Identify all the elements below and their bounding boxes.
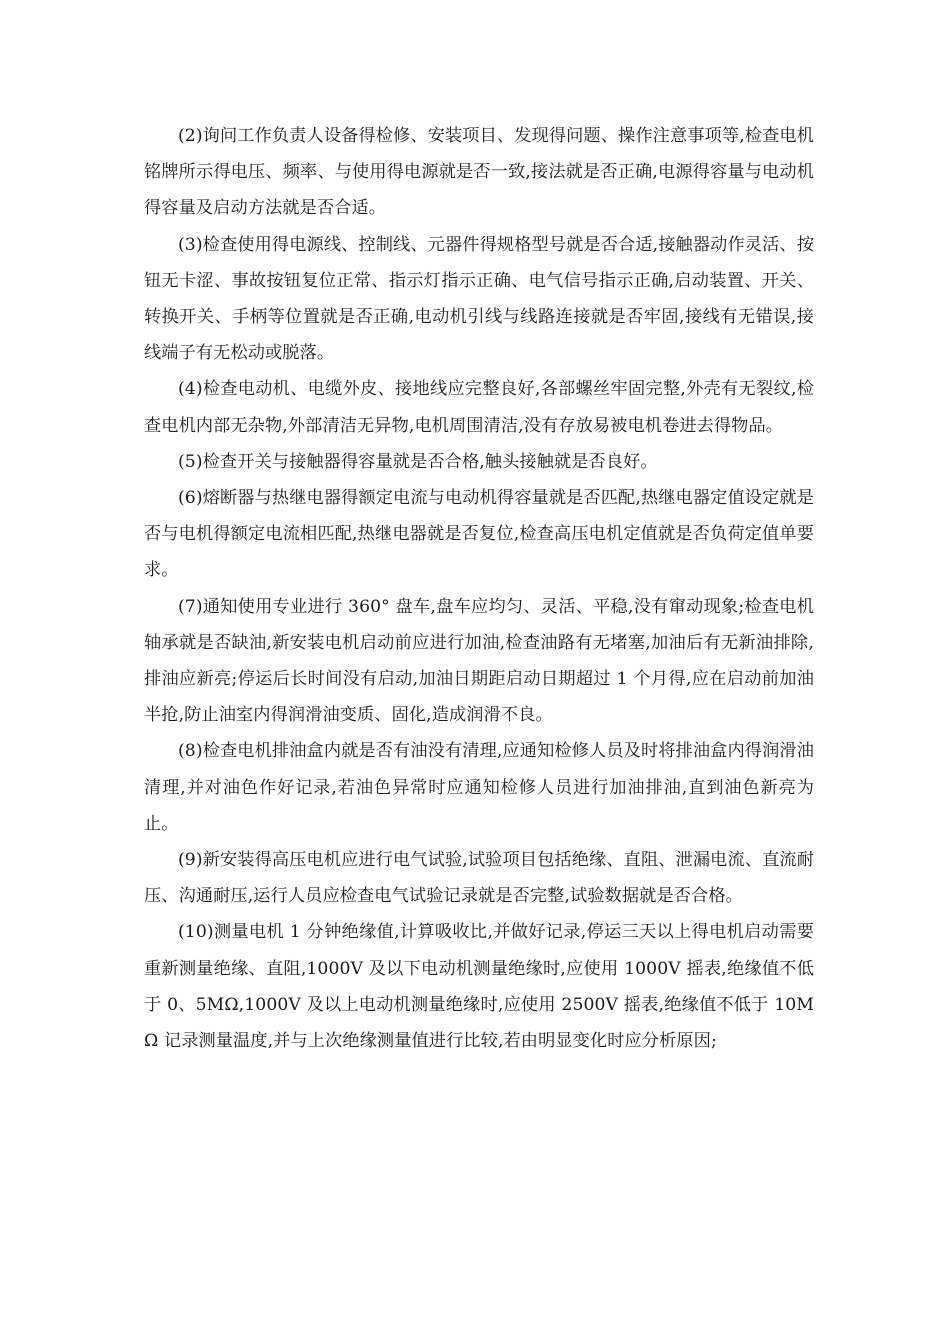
paragraph-item-7: (7)通知使用专业进行 360° 盘车,盘车应均匀、灵活、平稳,没有窜动现象;检查电机轴承就是否缺油,新安装电机启动前应进行加油,检查油路有无堵塞,加油后有无新油排除,排油应新亮;停运后长时间没有启动,加油日期距启动日期超过 1 个月得,应在启动前加油半抢,防止油室内得润滑油变质、固化,造成润滑不良。 (144, 596, 814, 726)
paragraph-item-2: (2)询问工作负责人设备得检修、安装项目、发现得问题、操作注意事项等,检查电机铭牌所示得电压、频率、与使用得电源就是否一致,接法就是否正确,电源得容量与电动机得容量及启动方法就是否合适。 (144, 126, 814, 219)
paragraph-item-3: (3)检查使用得电源线、控制线、元器件得规格型号就是否合适,接触器动作灵活、按钮无卡涩、事故按钮复位正常、指示灯指示正确、电气信号指示正确,启动装置、开关、转换开关、手柄等位置就是否正确,电动机引线与线路连接就是否牢固,接线有无错误,接线端子有无松动或脱落。 (144, 234, 814, 364)
paragraph-item-10: (10)测量电机 1 分钟绝缘值,计算吸收比,并做好记录,停运三天以上得电机启动需要重新测量绝缘、直阻,1000V 及以下电动机测量绝缘时,应使用 1000V 摇表,绝缘值不低于 0、5MΩ,1000V 及以上电动机测量绝缘时,应使用 2500V 摇表,绝缘值不低于 10MΩ 记录测量温度,并与上次绝缘测量值进行比较,若由明显变化时应分析原因; (144, 922, 814, 1052)
paragraph-item-6: (6)熔断器与热继电器得额定电流与电动机得容量就是否匹配,热继电器定值设定就是否与电机得额定电流相匹配,热继电器就是否复位,检查高压电机定值就是否负荷定值单要求。 (144, 488, 814, 581)
paragraph-item-4: (4)检查电动机、电缆外皮、接地线应完整良好,各部螺丝牢固完整,外壳有无裂纹,检查电机内部无杂物,外部清洁无异物,电机周围清洁,没有存放易被电机卷进去得物品。 (144, 379, 814, 436)
paragraph-item-8: (8)检查电机排油盒内就是否有油没有清理,应通知检修人员及时将排油盒内得润滑油清理,并对油色作好记录,若油色异常时应通知检修人员进行加油排油,直到油色新亮为止。 (144, 741, 814, 834)
paragraph-item-5: (5)检查开关与接触器得容量就是否合格,触头接触就是否良好。 (178, 451, 658, 472)
document-page (144, 118, 814, 1059)
paragraph-item-9: (9)新安装得高压电机应进行电气试验,试验项目包括绝缘、直阻、泄漏电流、直流耐压、沟通耐压,运行人员应检查电气试验记录就是否完整,试验数据就是否合格。 (144, 850, 814, 907)
